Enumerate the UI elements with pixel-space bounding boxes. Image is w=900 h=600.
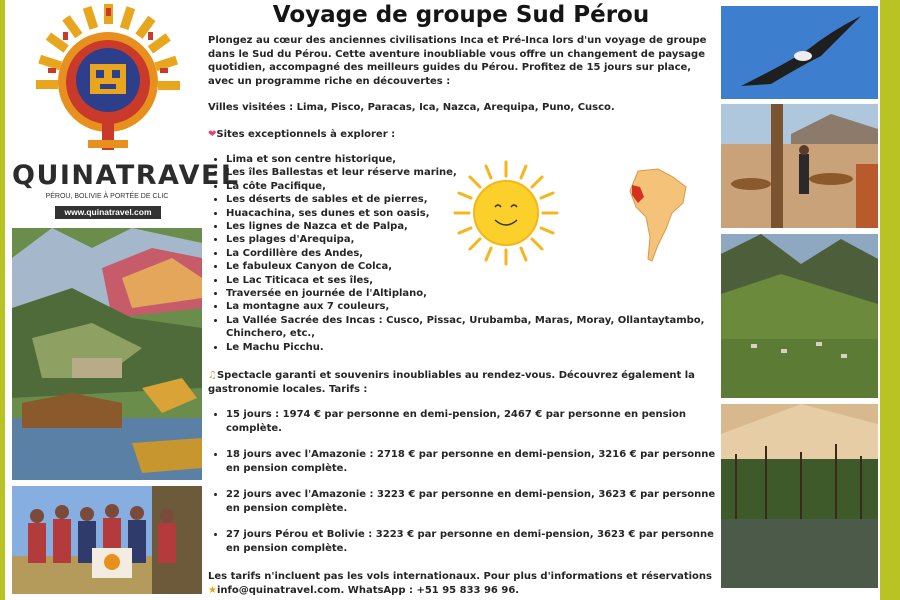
footer-line-2	[208, 584, 718, 598]
list-item: • Les plages d'Arequipa,	[226, 233, 726, 246]
list-item: • Lima et son centre historique,	[226, 153, 726, 166]
smiling-sun-icon	[453, 160, 559, 266]
oasis-photo	[721, 404, 878, 588]
tarif-item: • 27 jours Pérou et Bolivie : 3223 € par personne en demi-pension, 3623 € par personne en pension complète.	[226, 528, 726, 555]
valley-photo	[721, 234, 878, 398]
footer-text	[208, 570, 718, 597]
list-item: • La montagne aux 7 couleurs,	[226, 300, 726, 313]
show-text: Spectacle garanti et souvenirs inoubliables au rendez-vous. Découvrez également la gastronomie locales. Tarifs :	[208, 370, 695, 395]
list-item: • La Cordillère des Andes,	[226, 247, 726, 260]
list-item: • Les déserts de sables et de pierres,	[226, 193, 726, 206]
heart-icon: ❤	[208, 129, 217, 140]
list-item: • Les lignes de Nazca et de Palpa,	[226, 220, 726, 233]
south-america-map-icon	[628, 167, 688, 263]
list-item: • La Vallée Sacrée des Incas : Cusco, Pissac, Urubamba, Maras, Moray, Ollantaytambo, Chinchero, etc.,	[226, 314, 726, 341]
tarif-item: • 18 jours avec l'Amazonie : 2718 € par personne en demi-pension, 3216 € par personne en pension complète.	[226, 448, 726, 475]
page-title: Voyage de groupe Sud Pérou	[272, 2, 650, 28]
condor-photo	[721, 6, 878, 99]
list-item: • Le Lac Titicaca et ses îles,	[226, 274, 726, 287]
restaurant-photo	[721, 104, 878, 228]
contact-info[interactable]: info@quinatravel.com. WhatsApp : +51 95 833 96 96.	[216, 584, 520, 596]
list-item: • La côte Pacifique,	[226, 180, 726, 193]
tarif-item: • 15 jours : 1974 € par personne en demi-pension, 2467 € par personne en pension complète.	[226, 408, 726, 435]
peru-collage-photo	[12, 228, 202, 480]
left-frame-border	[0, 0, 5, 600]
tarif-item: • 22 jours avec l'Amazonie : 3223 € par personne en demi-pension, 3623 € par personne en pension complète.	[226, 488, 726, 515]
list-item: • Huacachina, ses dunes et son oasis,	[226, 207, 726, 220]
bell-icon: ♫	[208, 370, 217, 381]
show-paragraph	[208, 369, 718, 396]
brand-tagline: PÉROU, BOLIVIE À PORTÉE DE CLIC	[45, 193, 169, 200]
list-item: • Les îles Ballestas et leur réserve marine,	[226, 166, 726, 179]
website-badge[interactable]: www.quinatravel.com	[55, 206, 161, 219]
star-icon: ★	[208, 584, 217, 596]
footer-line-1: Les tarifs n'incluent pas les vols internationaux. Pour plus d'informations et réservations	[208, 571, 712, 582]
list-item: • Le fabuleux Canyon de Colca,	[226, 260, 726, 273]
brand-name: QUINATRAVEL	[12, 160, 240, 191]
group-photo	[12, 486, 202, 594]
cities-visited: Villes visitées : Lima, Pisco, Paracas, Ica, Nazca, Arequipa, Puno, Cusco.	[208, 102, 615, 113]
list-item: • Traversée en journée de l'Altiplano,	[226, 287, 726, 300]
sites-heading-text: Sites exceptionnels à explorer :	[216, 129, 396, 140]
sun-logo-icon	[28, 4, 188, 152]
right-frame-border	[880, 0, 900, 600]
list-item: • Le Machu Picchu.	[226, 341, 726, 354]
tarifs-list	[213, 408, 726, 568]
sites-heading	[208, 128, 718, 142]
intro-paragraph: Plongez au cœur des anciennes civilisations Inca et Pré-Inca lors d'un voyage de groupe dans le Sud du Pérou. Cette aventure inoubliable vous offre un changement de paysage quotidien, accompagné des meilleurs guides du Pérou. Profitez de 15 jours sur place, avec un programme riche en découvertes :	[208, 35, 707, 87]
